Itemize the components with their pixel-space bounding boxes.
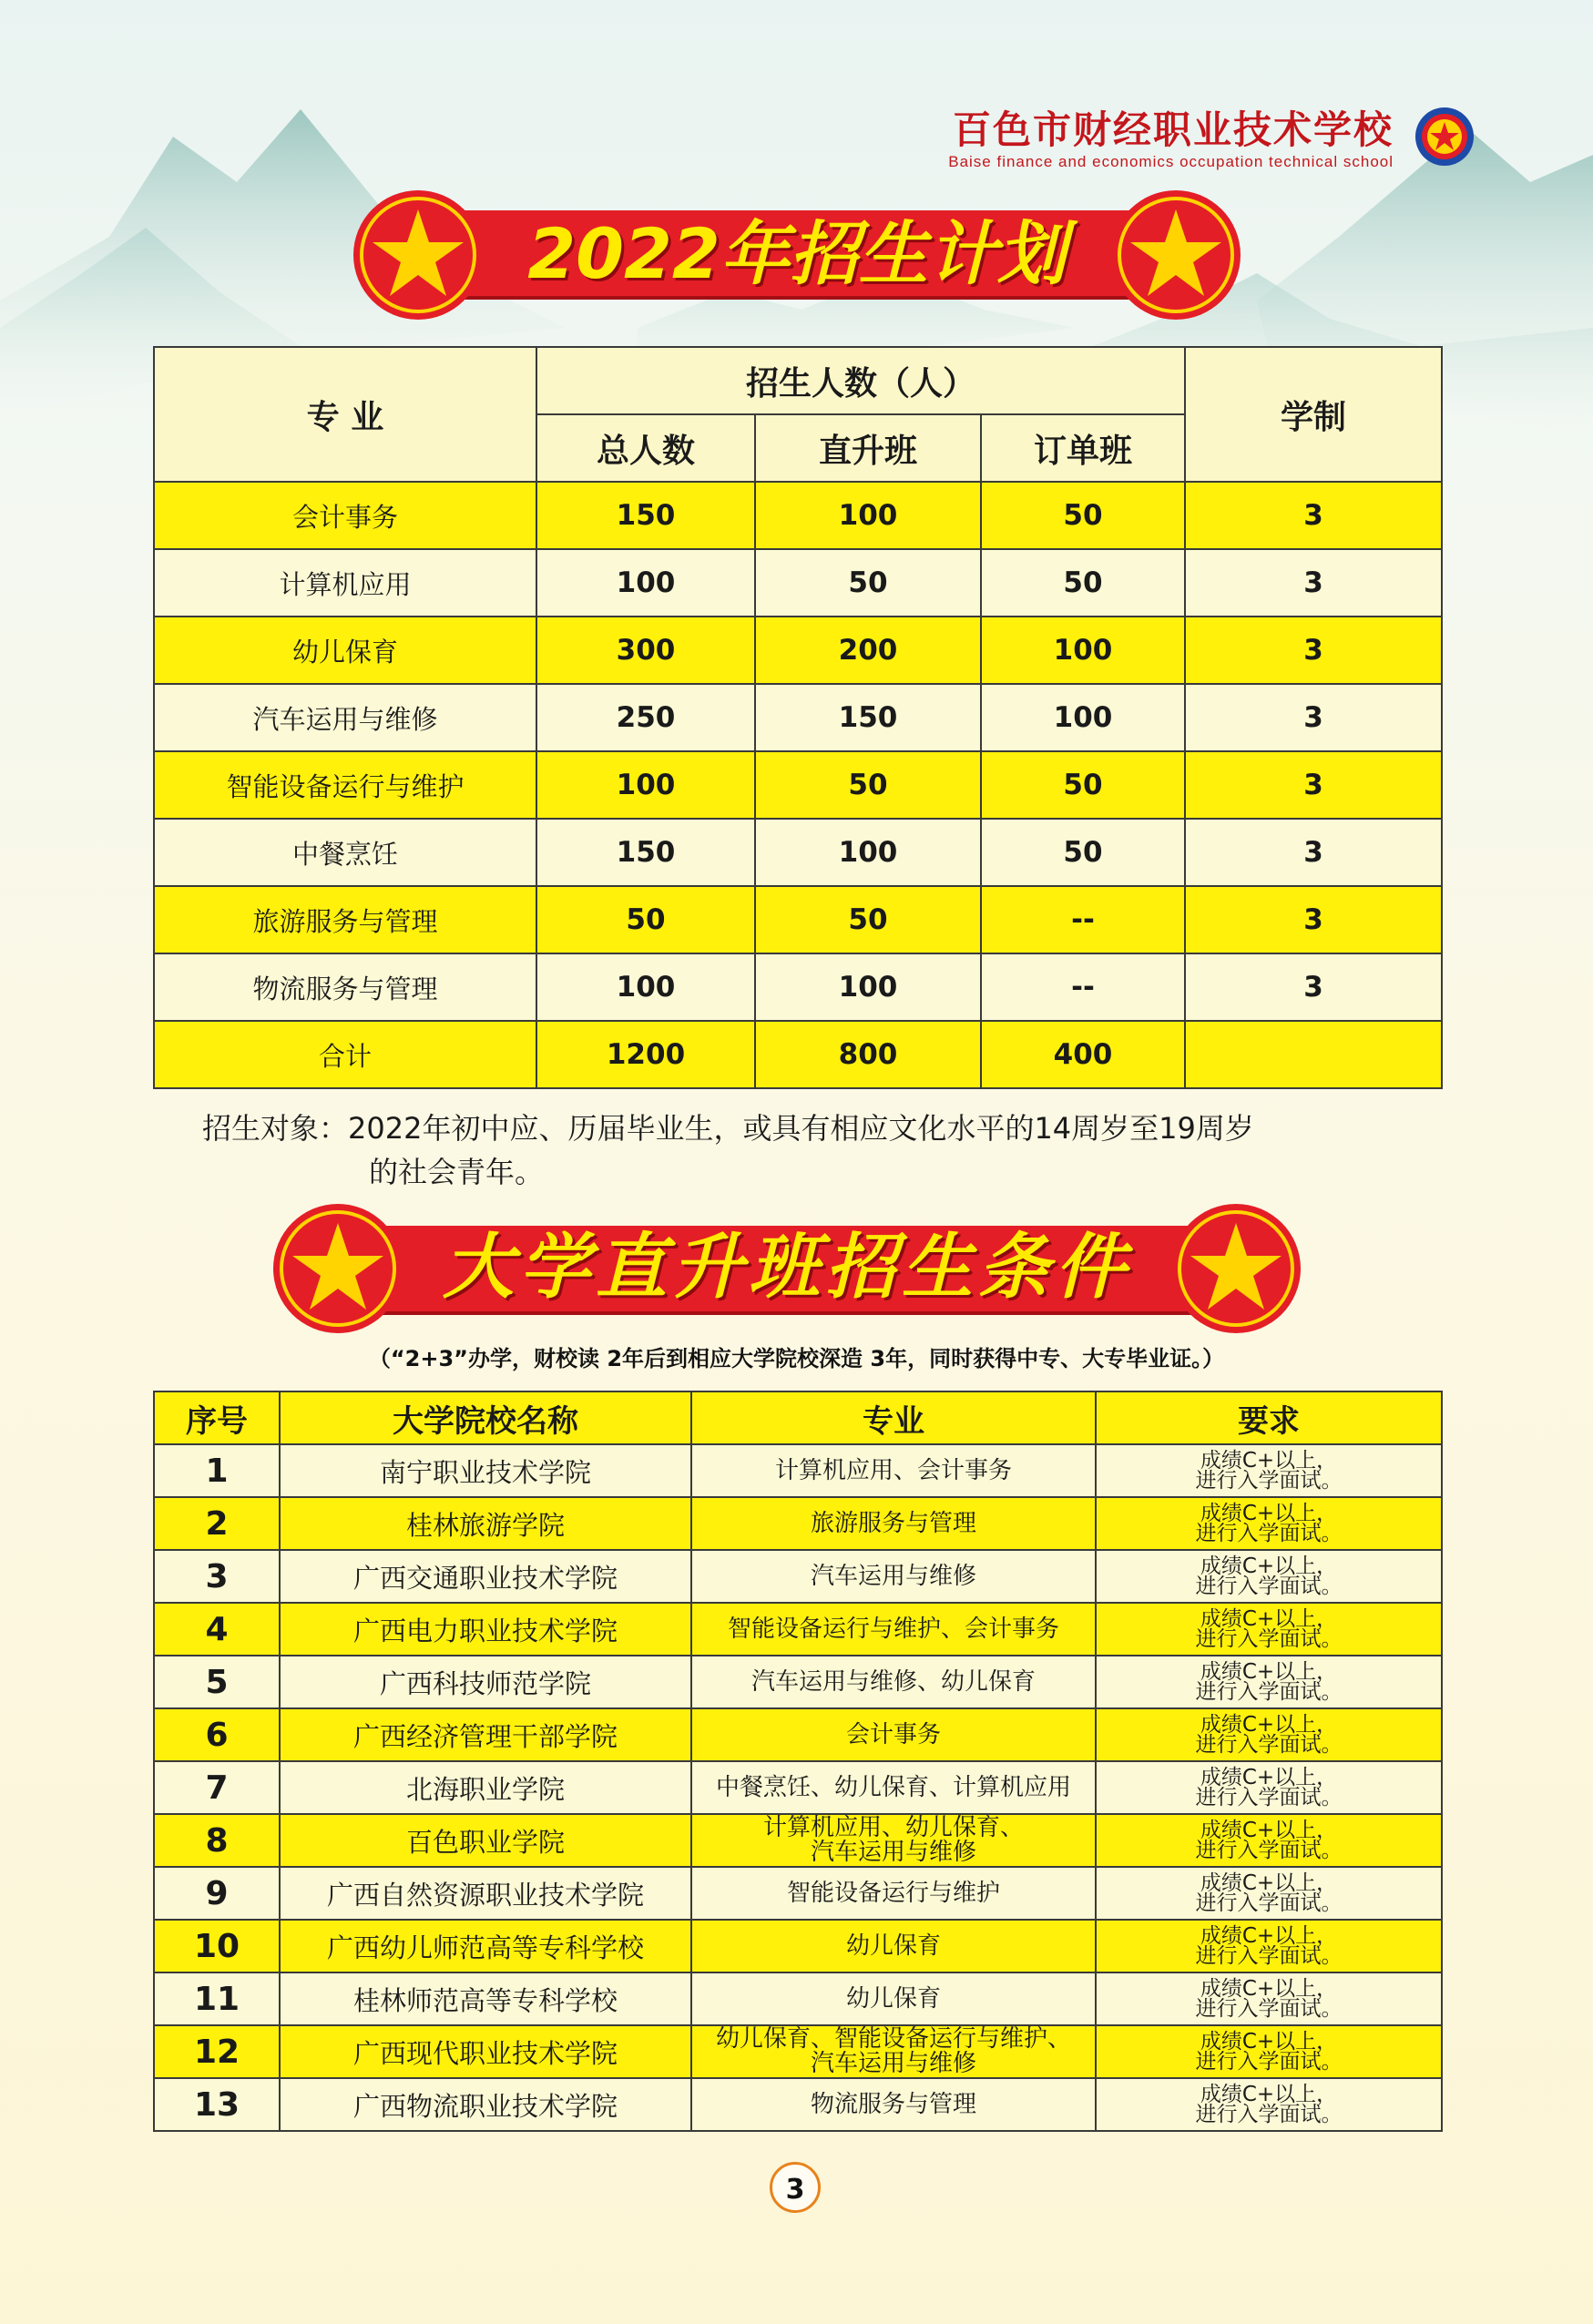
header-enroll-group: 招生人数（人） bbox=[536, 347, 1185, 414]
header-years: 学制 bbox=[1185, 347, 1442, 482]
order-cell: 50 bbox=[981, 819, 1185, 886]
idx-cell: 1 bbox=[154, 1444, 280, 1497]
req-cell bbox=[1096, 1656, 1442, 1708]
major-cell: 会计事务 bbox=[154, 482, 536, 549]
major-cell bbox=[691, 2025, 1096, 2078]
major-cell: 智能设备运行与维护、会计事务 bbox=[691, 1603, 1096, 1656]
total-cell: 100 bbox=[536, 549, 755, 617]
req-line-2: 进行入学面试。 bbox=[1195, 1786, 1343, 1809]
direct-title-banner bbox=[270, 1200, 1304, 1337]
school-name-cn: 百色市财经职业技术学校 bbox=[952, 107, 1394, 152]
years-cell: 3 bbox=[1185, 617, 1442, 684]
direct-cell: 50 bbox=[755, 751, 981, 819]
idx-cell: 7 bbox=[154, 1761, 280, 1814]
major-line-2: 汽车运用与维修 bbox=[810, 2050, 976, 2077]
table-row bbox=[154, 1920, 1442, 1972]
star-icon bbox=[1168, 1200, 1304, 1337]
order-cell: 50 bbox=[981, 482, 1185, 549]
table-row bbox=[154, 1656, 1442, 1708]
table-row bbox=[154, 953, 1442, 1021]
years-cell: 3 bbox=[1185, 953, 1442, 1021]
idx-cell: 13 bbox=[154, 2078, 280, 2131]
req-line-2: 进行入学面试。 bbox=[1195, 1575, 1343, 1598]
star-icon bbox=[270, 1200, 406, 1337]
total-row bbox=[154, 1021, 1442, 1088]
table-row bbox=[154, 2078, 1442, 2131]
req-cell bbox=[1096, 1497, 1442, 1550]
table-row bbox=[154, 886, 1442, 953]
major-cell: 物流服务与管理 bbox=[691, 2078, 1096, 2131]
table-row bbox=[154, 1550, 1442, 1603]
header-major: 专业 bbox=[691, 1391, 1096, 1444]
idx-cell: 11 bbox=[154, 1972, 280, 2025]
major-cell: 计算机应用、会计事务 bbox=[691, 1444, 1096, 1497]
table-row bbox=[154, 1497, 1442, 1550]
req-line-1: 成绩C+以上， bbox=[1200, 1502, 1338, 1525]
table-row bbox=[154, 1708, 1442, 1761]
major-cell bbox=[691, 1814, 1096, 1867]
table-row bbox=[154, 1761, 1442, 1814]
school-name-en: Baise finance and economics occupation technical school bbox=[948, 153, 1394, 170]
idx-cell: 12 bbox=[154, 2025, 280, 2078]
years-cell: 3 bbox=[1185, 482, 1442, 549]
order-cell: -- bbox=[981, 953, 1185, 1021]
total-label-cell: 合计 bbox=[154, 1021, 536, 1088]
req-cell bbox=[1096, 1867, 1442, 1920]
header-idx: 序号 bbox=[154, 1391, 280, 1444]
table-row bbox=[154, 684, 1442, 751]
direct-cell: 100 bbox=[755, 482, 981, 549]
major-cell: 物流服务与管理 bbox=[154, 953, 536, 1021]
idx-cell: 10 bbox=[154, 1920, 280, 1972]
idx-cell: 9 bbox=[154, 1867, 280, 1920]
header-req: 要求 bbox=[1096, 1391, 1442, 1444]
target-line-2: 的社会青年。 bbox=[369, 1155, 545, 1189]
idx-cell: 5 bbox=[154, 1656, 280, 1708]
order-cell: 100 bbox=[981, 684, 1185, 751]
school-emblem-icon bbox=[1414, 106, 1476, 168]
uni-cell: 广西科技师范学院 bbox=[280, 1656, 691, 1708]
years-cell: 3 bbox=[1185, 751, 1442, 819]
major-cell: 中餐烹饪、幼儿保育、计算机应用 bbox=[691, 1761, 1096, 1814]
req-line-1: 成绩C+以上， bbox=[1200, 1554, 1338, 1578]
req-cell bbox=[1096, 1761, 1442, 1814]
req-line-2: 进行入学面试。 bbox=[1195, 1680, 1343, 1704]
enrollment-plan-table bbox=[153, 346, 1443, 1089]
major-line-2: 汽车运用与维修 bbox=[810, 1839, 976, 1866]
major-cell: 旅游服务与管理 bbox=[154, 886, 536, 953]
major-cell: 旅游服务与管理 bbox=[691, 1497, 1096, 1550]
uni-cell: 广西交通职业技术学院 bbox=[280, 1550, 691, 1603]
idx-cell: 2 bbox=[154, 1497, 280, 1550]
req-line-1: 成绩C+以上， bbox=[1200, 2083, 1338, 2106]
major-cell: 汽车运用与维修、幼儿保育 bbox=[691, 1656, 1096, 1708]
major-cell: 幼儿保育 bbox=[691, 1920, 1096, 1972]
uni-cell: 桂林旅游学院 bbox=[280, 1497, 691, 1550]
direct-cell: 100 bbox=[755, 819, 981, 886]
years-cell: 3 bbox=[1185, 549, 1442, 617]
uni-cell: 广西电力职业技术学院 bbox=[280, 1603, 691, 1656]
star-icon bbox=[1108, 187, 1244, 323]
years-cell bbox=[1185, 1021, 1442, 1088]
total-cell: 50 bbox=[536, 886, 755, 953]
req-line-1: 成绩C+以上， bbox=[1200, 1713, 1338, 1737]
major-cell: 幼儿保育 bbox=[691, 1972, 1096, 2025]
school-logo bbox=[911, 100, 1494, 182]
total-cell: 250 bbox=[536, 684, 755, 751]
req-cell bbox=[1096, 2025, 1442, 2078]
idx-cell: 6 bbox=[154, 1708, 280, 1761]
order-cell: -- bbox=[981, 886, 1185, 953]
total-cell: 100 bbox=[536, 751, 755, 819]
uni-cell: 广西物流职业技术学院 bbox=[280, 2078, 691, 2131]
req-cell bbox=[1096, 1603, 1442, 1656]
req-line-1: 成绩C+以上， bbox=[1200, 1449, 1338, 1473]
order-cell: 50 bbox=[981, 751, 1185, 819]
req-line-1: 成绩C+以上， bbox=[1200, 2030, 1338, 2054]
plan-title-banner bbox=[350, 187, 1244, 323]
table-row bbox=[154, 617, 1442, 684]
table-row bbox=[154, 1814, 1442, 1867]
major-cell: 会计事务 bbox=[691, 1708, 1096, 1761]
direct-title: 大学直升班招生条件 bbox=[442, 1227, 1131, 1309]
total-cell: 150 bbox=[536, 482, 755, 549]
req-cell bbox=[1096, 2078, 1442, 2131]
major-line-1: 幼儿保育、智能设备运行与维护、 bbox=[715, 2025, 1071, 2053]
major-cell: 智能设备运行与维护 bbox=[691, 1867, 1096, 1920]
total-cell: 1200 bbox=[536, 1021, 755, 1088]
order-cell: 100 bbox=[981, 617, 1185, 684]
table-row bbox=[154, 819, 1442, 886]
header-order: 订单班 bbox=[981, 414, 1185, 482]
table-row bbox=[154, 549, 1442, 617]
req-cell bbox=[1096, 1920, 1442, 1972]
uni-cell: 北海职业学院 bbox=[280, 1761, 691, 1814]
direct-cell: 800 bbox=[755, 1021, 981, 1088]
major-cell: 计算机应用 bbox=[154, 549, 536, 617]
table-row bbox=[154, 751, 1442, 819]
req-line-2: 进行入学面试。 bbox=[1195, 1469, 1343, 1493]
uni-cell: 广西幼儿师范高等专科学校 bbox=[280, 1920, 691, 1972]
req-line-2: 进行入学面试。 bbox=[1195, 1944, 1343, 1968]
star-icon bbox=[350, 187, 486, 323]
direct-subtitle: （“2+3”办学，财校读 2年后到相应大学院校深造 3年，同时获得中专、大专毕业证。） bbox=[368, 1346, 1225, 1371]
uni-cell: 广西经济管理干部学院 bbox=[280, 1708, 691, 1761]
req-line-2: 进行入学面试。 bbox=[1195, 1839, 1343, 1862]
order-cell: 50 bbox=[981, 549, 1185, 617]
header-total: 总人数 bbox=[536, 414, 755, 482]
major-cell: 幼儿保育 bbox=[154, 617, 536, 684]
req-line-2: 进行入学面试。 bbox=[1195, 2050, 1343, 2074]
direct-cell: 150 bbox=[755, 684, 981, 751]
req-line-1: 成绩C+以上， bbox=[1200, 1766, 1338, 1789]
years-cell: 3 bbox=[1185, 684, 1442, 751]
req-line-2: 进行入学面试。 bbox=[1195, 2103, 1343, 2126]
direct-cell: 50 bbox=[755, 886, 981, 953]
req-line-2: 进行入学面试。 bbox=[1195, 1733, 1343, 1757]
total-cell: 300 bbox=[536, 617, 755, 684]
major-cell: 汽车运用与维修 bbox=[154, 684, 536, 751]
uni-cell: 百色职业学院 bbox=[280, 1814, 691, 1867]
table-row bbox=[154, 482, 1442, 549]
req-line-1: 成绩C+以上， bbox=[1200, 1977, 1338, 2001]
req-line-2: 进行入学面试。 bbox=[1195, 1522, 1343, 1545]
header-direct: 直升班 bbox=[755, 414, 981, 482]
order-cell: 400 bbox=[981, 1021, 1185, 1088]
direct-promotion-table bbox=[153, 1391, 1443, 2132]
direct-cell: 100 bbox=[755, 953, 981, 1021]
table-row bbox=[154, 1444, 1442, 1497]
target-line-1: 招生对象：2022年初中应、历届毕业生，或具有相应文化水平的14周岁至19周岁 bbox=[202, 1111, 1254, 1146]
table-row bbox=[154, 1603, 1442, 1656]
page-number: 3 bbox=[770, 2162, 821, 2213]
req-line-1: 成绩C+以上， bbox=[1200, 1871, 1338, 1895]
header-uni: 大学院校名称 bbox=[280, 1391, 691, 1444]
req-line-1: 成绩C+以上， bbox=[1200, 1660, 1338, 1684]
uni-cell: 广西现代职业技术学院 bbox=[280, 2025, 691, 2078]
major-cell: 中餐烹饪 bbox=[154, 819, 536, 886]
major-cell: 智能设备运行与维护 bbox=[154, 751, 536, 819]
plan-title: 2022年招生计划 bbox=[527, 213, 1067, 294]
major-line-1: 计算机应用、幼儿保育、 bbox=[762, 1814, 1024, 1841]
table-row bbox=[154, 2025, 1442, 2078]
table-row bbox=[154, 1867, 1442, 1920]
direct-cell: 50 bbox=[755, 549, 981, 617]
direct-cell: 200 bbox=[755, 617, 981, 684]
idx-cell: 4 bbox=[154, 1603, 280, 1656]
uni-cell: 桂林师范高等专科学校 bbox=[280, 1972, 691, 2025]
req-line-1: 成绩C+以上， bbox=[1200, 1924, 1338, 1948]
req-line-2: 进行入学面试。 bbox=[1195, 1891, 1343, 1915]
req-line-1: 成绩C+以上， bbox=[1200, 1819, 1338, 1842]
uni-cell: 南宁职业技术学院 bbox=[280, 1444, 691, 1497]
total-cell: 100 bbox=[536, 953, 755, 1021]
req-cell bbox=[1096, 1444, 1442, 1497]
years-cell: 3 bbox=[1185, 819, 1442, 886]
idx-cell: 8 bbox=[154, 1814, 280, 1867]
req-line-2: 进行入学面试。 bbox=[1195, 1627, 1343, 1651]
header-major: 专 业 bbox=[154, 347, 536, 482]
req-line-2: 进行入学面试。 bbox=[1195, 1997, 1343, 2021]
enrollment-target-note bbox=[202, 1106, 1423, 1194]
req-cell bbox=[1096, 1814, 1442, 1867]
table-row bbox=[154, 1972, 1442, 2025]
req-line-1: 成绩C+以上， bbox=[1200, 1607, 1338, 1631]
uni-cell: 广西自然资源职业技术学院 bbox=[280, 1867, 691, 1920]
req-cell bbox=[1096, 1972, 1442, 2025]
total-cell: 150 bbox=[536, 819, 755, 886]
major-cell: 汽车运用与维修 bbox=[691, 1550, 1096, 1603]
years-cell: 3 bbox=[1185, 886, 1442, 953]
req-cell bbox=[1096, 1550, 1442, 1603]
idx-cell: 3 bbox=[154, 1550, 280, 1603]
req-cell bbox=[1096, 1708, 1442, 1761]
